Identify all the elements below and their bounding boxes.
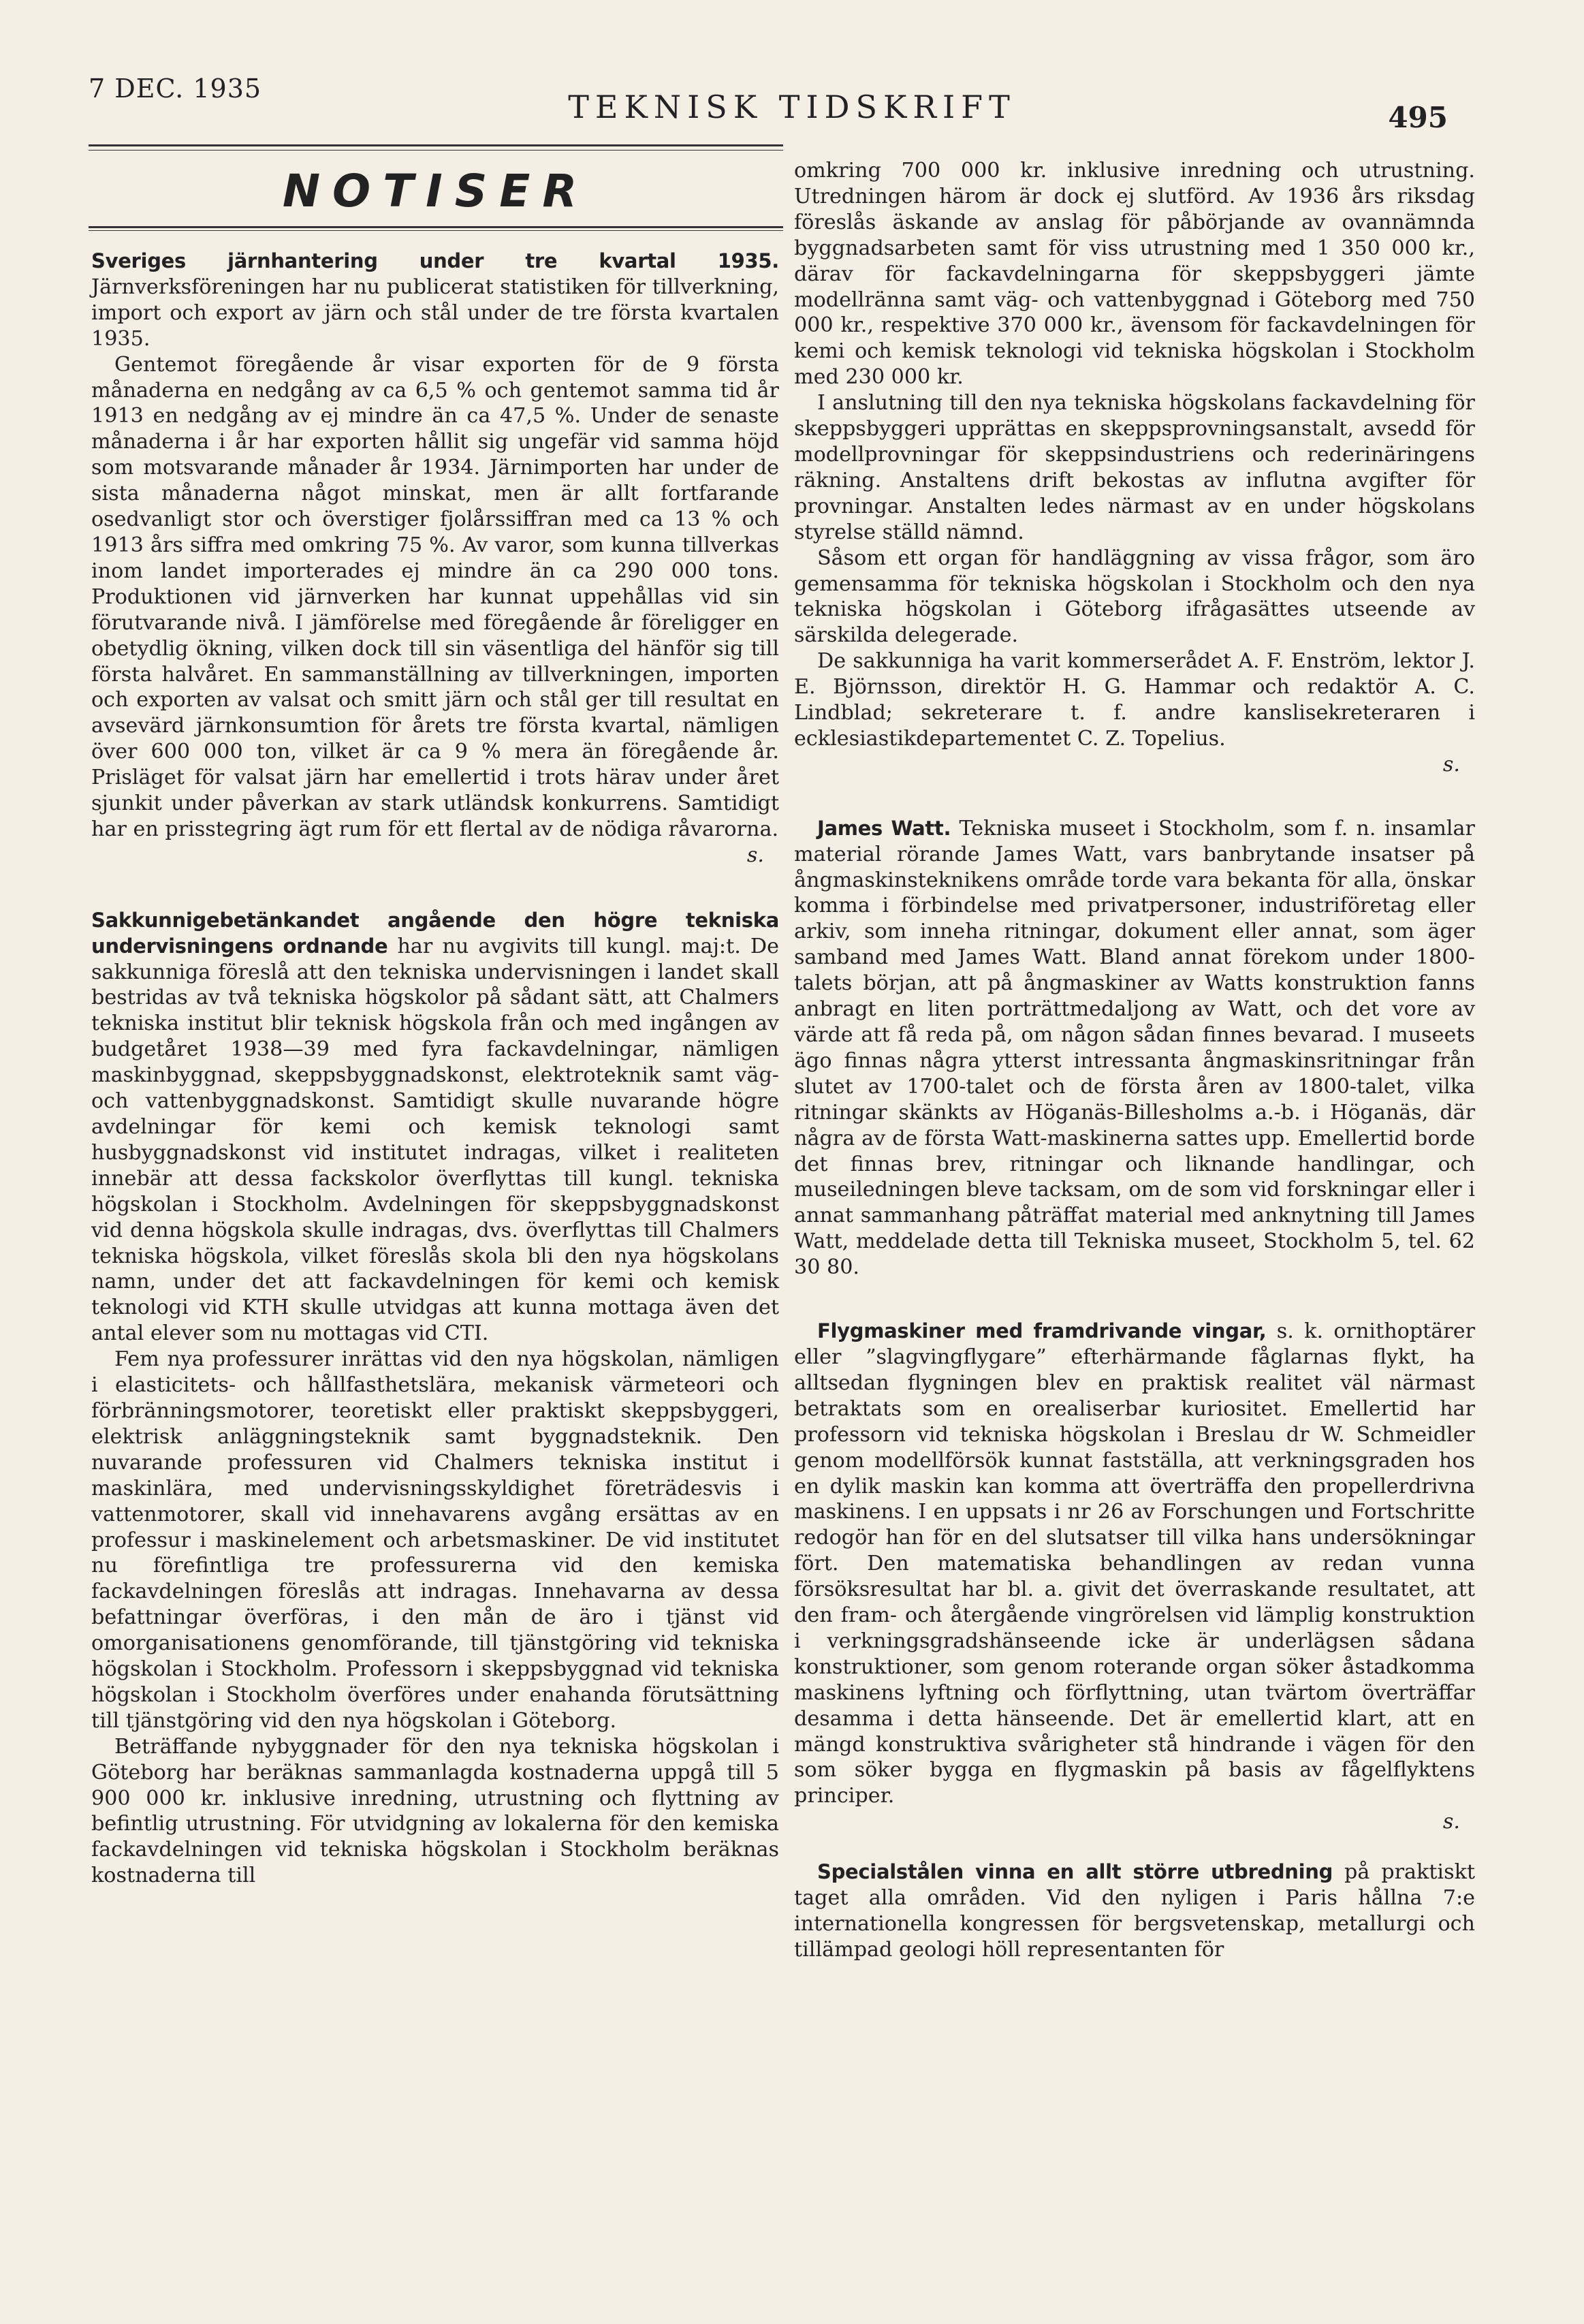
spacer	[794, 1281, 1475, 1319]
paragraph: Gentemot föregående år visar exporten för de 9 första månaderna en nedgång av ca 6,5 % och gentemot samma tid år 1913 en nedgång av ej mindre än ca 47,5 %. Under de senaste månaderna i år har exporten hållit sig ungefär vid samma höjd som motsvarande månader år 1934. Järnimporten har under de sista månaderna något minskat, men är allt fortfarande osedvanligt stor och överstiger fjolårssiffran med ca 13 % och 1913 års siffra med omkring 75 %. Av varor, som kunna tillverkas inom landet importerades ej mindre än ca 290 000 tons. Produktionen vid järnverken har kunnat uppehållas vid sin förutvarande nivå. I jämförelse med föregående år föreligger en obetydlig ökning, vilken dock till sin väsentliga del hänför sig till första halvåret. En sammanställning av tillverkningen, importen och exporten av valsat och smitt järn och stål ger till resultat en avsevärd järnkonsumtion för årets tre första kvartal, nämligen över 600 000 ton, vilket är ca 9 % mera än föregående år. Prisläget för valsat järn har emellertid i trots härav under året sjunkit under påverkan av stark utländsk konkurrens. Samtidigt har en prisstegring ägt rum för ett flertal av de nödiga råvarorna.	[91, 352, 779, 841]
article-text: Järnverksföreningen har nu publicerat statistiken för tillverkning, import och export av järn och stål under de tre första kvartalen 1935.	[91, 274, 779, 351]
article-iron-production	[91, 249, 779, 352]
paragraph: Såsom ett organ för handläggning av vissa frågor, som äro gemensamma för tekniska högskolan i Stockholm och den nya tekniska högskolan i Göteborg ifrågasättes utseende av särskilda delegerade.	[794, 546, 1475, 648]
left-column	[91, 249, 779, 1889]
signature: s.	[1442, 1810, 1460, 1834]
article-text: Tekniska museet i Stockholm, som f. n. insamlar material rörande James Watt, vars banbrytande insatser på ångmaskinsteknikens område torde vara bekanta för alla, önskar komma i förbindelse med privatpersoner, industriföretag eller arkiv, som inneha ritningar, dokument eller annat, som äger samband med James Watt. Bland annat förekom under 1800-talets början, att på ångmaskiner av Watts konstruktion fanns anbragt en liten porträttmedaljong av Watt, och det vore av värde att få reda på, om någon sådan finnes bevarad. I museets ägo finnas några ytterst intressanta ångmaskinsritningar från slutet av 1700-talet och de första åren av 1800-talet, vilka ritningar skänkts av Höganäs-Billesholms a.-b. i Höganäs, där några av de första Watt-maskinerna sattes upp. Emellertid borde det finnas brev, ritningar och liknande handlingar, och museiledningen bleve tacksam, om de som vid forskningar eller i annat sammanhang påträffat material med anknytning till James Watt, meddelade detta till Tekniska museet, Stockholm 5, tel. 62 30 80.	[794, 816, 1475, 1280]
signature: s.	[746, 843, 764, 867]
page-number: 495	[1388, 101, 1448, 134]
paragraph: Fem nya professurer inrättas vid den nya högskolan, nämligen i elasticitets- och hållfasthetslära, mekanisk värmeteori och förbränningsmotorer, teoretiskt eller praktiskt skeppsbyggeri, elektrisk anläggningsteknik samt byggnadsteknik. Den nuvarande professuren vid Chalmers tekniska institut i maskinlära, med undervisningsskyldighet företrädesvis i vattenmotorer, skall vid innehavarens avgång ersättas av en professur i maskinelement och arbetsmaskiner. De vid institutet nu förefintliga tre professurerna vid den kemiska fackavdelningen föreslås att indragas. Innehavarna av dessa befattningar överföras, i den mån de äro i tjänst vid omorganisationens genomförande, till tjänstgöring vid tekniska högskolan i Stockholm. Professorn i skeppsbyggnad vid tekniska högskolan i Stockholm överföres under enahanda förutsättning till tjänstgöring vid den nya högskolan i Göteborg.	[91, 1347, 779, 1733]
article-text: har nu avgivits till kungl. maj:t. De sakkunniga föreslå att den tekniska undervisningen i landet skall bestridas av två tekniska högskolor på sådant sätt, att Chalmers tekniska institut blir teknisk högskola från och med ingången av budgetåret 1938—39 med fyra fackavdelningar, nämligen maskinbyggnad, skeppsbyggnadskonst, elektroteknik samt väg- och vattenbyggnadskonst. Samtidigt skulle nuvarande högre avdelningar för kemi och kemisk teknologi samt husbyggnadskonst vid institutet indragas, vilket i realiteten innebär att dessa fackskolor överflyttas till kungl. tekniska högskolan i Stockholm. Avdelningen för skeppsbyggnadskonst vid denna högskola skulle indragas, dvs. överflyttas till Chalmers tekniska högskola, vilket föreslås skola bli den nya högskolans namn, under det att fackavdelningen för kemi och kemisk teknologi vid KTH skulle utvidgas att kunna mottaga även det antal elever som nu mottagas vid CTI.	[91, 934, 779, 1346]
article-heading: Flygmaskiner med framdrivande vingar,	[817, 1319, 1267, 1343]
article-heading: Specialstålen vinna en allt större utbredning	[817, 1860, 1333, 1884]
section-rule-bottom	[89, 230, 783, 231]
paragraph: omkring 700 000 kr. inklusive inredning och utrustning. Utredningen härom är dock ej slutförd. Av 1936 års riksdag föreslås äskande av anslag för påbörjande av ovannämnda byggnadsarbeten samt för viss utrustning med 1 350 000 kr., därav för fackavdelningarna för skeppsbyggeri jämte modellränna samt väg- och vattenbyggnad i Göteborg med 750 000 kr., respektive 370 000 kr., ävensom för fackavdelningen för kemi och kemisk teknologi vid tekniska högskolan i Stockholm med 230 000 kr.	[794, 159, 1475, 390]
page-header	[0, 0, 1584, 157]
article-text: på praktiskt taget alla områden. Vid den nyligen i Paris hållna 7:e internationella kongressen för bergsvetenskap, metallurgi och tillämpad geologi höll representanten för	[794, 1860, 1475, 1962]
header-rule-thin	[89, 150, 783, 151]
paragraph: Beträffande nybyggnader för den nya tekniska högskolan i Göteborg har beräknas sammanlagda kostnaderna uppgå till 5 900 000 kr. inklusive inredning, utrustning och flyttning av befintlig utrustning. För utvidgning av lokalerna för den kemiska fackavdelningen vid tekniska högskolan i Stockholm beräknas kostnaderna till	[91, 1734, 779, 1888]
paragraph: I anslutning till den nya tekniska högskolans fackavdelning för skeppsbyggeri upprättas en skeppsprovningsanstalt, avsedd för modellprovningar för skeppsindustriens och rederinäringens räkning. Anstaltens drift bekostas av influtna avgifter för provningar. Anstalten ledes närmast av en under högskolans styrelse ställd nämnd.	[794, 391, 1475, 544]
article-flying-machines	[794, 1319, 1475, 1809]
header-rule	[89, 144, 783, 146]
article-text: s. k. ornithoptärer eller ”slagvingflygare” efterhärmande fåglarnas flykt, ha alltsedan flygningen blev en praktisk realitet väl närmast betraktats som en orealiserbar kuriositet. Emellertid har professorn vid tekniska högskolan i Breslau dr W. Schmeidler genom modellförsök kunnat fastställa, att verkningsgraden hos en dylik maskin kan komma att överträffa den propellerdrivna maskinens. I en uppsats i nr 26 av Forschungen und Fortschritte redogör han för en del slutsatser till vilka hans undersökningar fört. Den matematiska behandlingen av redan vunna försöksresultat har bl. a. givit det överraskande resultatet, att den fram- och återgående vingrörelsen vid lämplig konstruktion i verkningsgradshänseende icke är underlägsen sådana konstruktioner, som genom roterande organ söker åstadkomma maskinens lyftning och förflyttning, utan tvärtom överträffar desamma i detta hänseende. Det är emellertid klart, att en mängd konstruktiva svårigheter stå hindrande i vägen för den som söker bygga en flygmaskin på basis av fågelflyktens principer.	[794, 1319, 1475, 1808]
section-heading-box	[89, 158, 783, 233]
article-heading: Sveriges järnhantering under tre kvartal 1935.	[91, 249, 779, 272]
right-column	[794, 158, 1475, 1963]
issue-date: 7 DEC. 1935	[89, 74, 262, 104]
spacer	[91, 868, 779, 908]
section-title: NOTISER	[282, 165, 590, 217]
article-james-watt	[794, 816, 1475, 1281]
paragraph: De sakkunniga ha varit kommerserådet A. F. Enström, lektor J. E. Björnsson, direktör H. G. Hammar och redaktör A. C. Lindblad; sekreterare t. f. andre kanslisekreteraren i ecklesiastikdepartementet C. Z. Topelius.	[794, 649, 1475, 751]
article-heading: James Watt.	[817, 816, 951, 840]
signature: s.	[1442, 752, 1460, 776]
article-higher-education	[91, 908, 779, 1347]
spacer	[794, 1835, 1475, 1859]
article-special-steels	[794, 1859, 1475, 1963]
journal-title: TEKNISK TIDSKRIFT	[568, 89, 1016, 125]
section-rule-top	[89, 226, 783, 228]
spacer	[794, 778, 1475, 816]
article-heading: Sakkunnigebetänkandet angående den högre tekniska undervisningens ordnande	[91, 908, 779, 958]
